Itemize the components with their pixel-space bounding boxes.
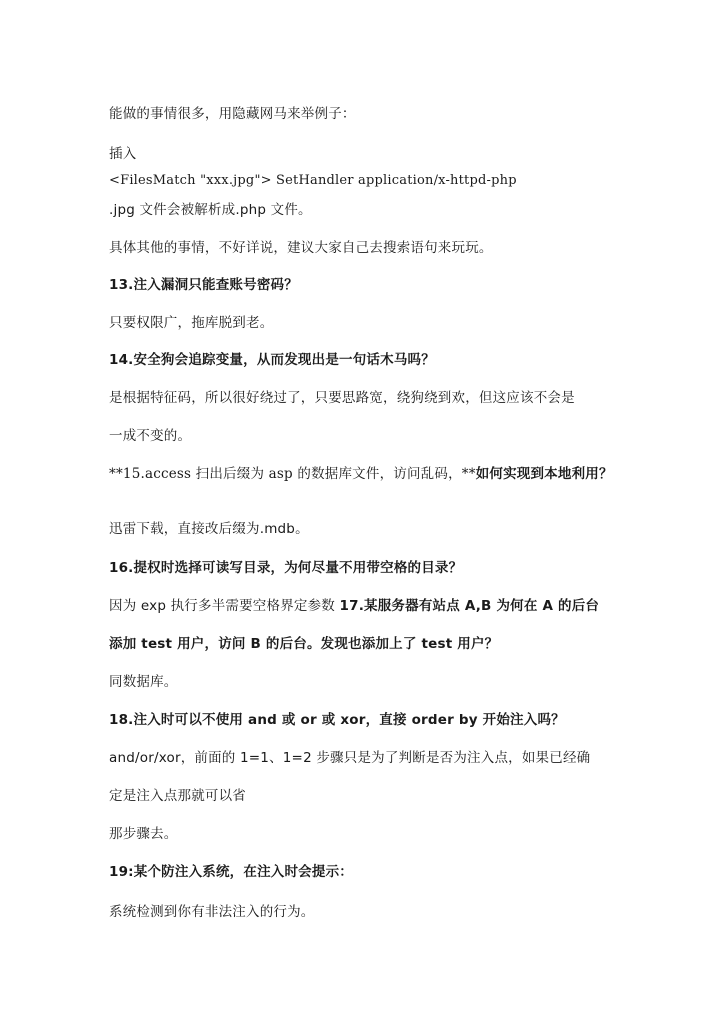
paragraph-intro: 能做的事情很多，用隐藏网马来举例子：: [109, 106, 356, 122]
answer-q17: 同数据库。: [109, 674, 178, 690]
heading-q15: [109, 465, 613, 483]
heading-q15-plain: **15.access 扫出后缀为 asp 的数据库文件，访问乱码，**: [109, 466, 476, 482]
answer-q16: 因为 exp 执行多半需要空格界定参数: [109, 598, 340, 614]
paragraph-jpg-parse: .jpg 文件会被解析成.php 文件。: [109, 202, 312, 218]
heading-q19: 19:某个防注入系统，在注入时会提示：: [109, 864, 353, 880]
heading-q17-line1: 17.某服务器有站点 A,B 为何在 A 的后台: [339, 598, 600, 614]
answer-q18-line3: 那步骤去。: [109, 826, 178, 842]
heading-q14: 14.安全狗会追踪变量，从而发现出是一句话木马吗？: [109, 352, 435, 368]
code-filesmatch: <FilesMatch "xxx.jpg"> SetHandler application/x-httpd-php: [109, 173, 517, 188]
answer-q14-line2: 一成不变的。: [109, 428, 192, 444]
answer-q14-line1: 是根据特征码，所以很好绕过了，只要思路宽，绕狗绕到欢，但这应该不会是: [109, 390, 575, 406]
heading-q13: 13.注入漏洞只能查账号密码？: [109, 277, 298, 293]
answer-q16-heading-q17: [109, 597, 599, 615]
answer-q15: 迅雷下载，直接改后缀为.mdb。: [109, 521, 309, 537]
paragraph-insert: 插入: [109, 146, 137, 162]
heading-q17-line2: 添加 test 用户，访问 B 的后台。发现也添加上了 test 用户？: [109, 636, 499, 652]
paragraph-other-things: 具体其他的事情，不好详说，建议大家自己去搜索语句来玩玩。: [109, 240, 493, 256]
heading-q18: 18.注入时可以不使用 and 或 or 或 xor，直接 order by 开始注入吗？: [109, 712, 565, 728]
answer-q13: 只要权限广，拖库脱到老。: [109, 315, 274, 331]
answer-q19: 系统检测到你有非法注入的行为。: [109, 904, 315, 920]
answer-q18-line2: 定是注入点那就可以省: [109, 788, 246, 804]
answer-q18-line1: and/or/xor，前面的 1=1、1=2 步骤只是为了判断是否为注入点，如果已经确: [109, 750, 591, 766]
heading-q16: 16.提权时选择可读写目录，为何尽量不用带空格的目录？: [109, 560, 463, 576]
heading-q15-bold: 如何实现到本地利用？: [475, 466, 613, 482]
